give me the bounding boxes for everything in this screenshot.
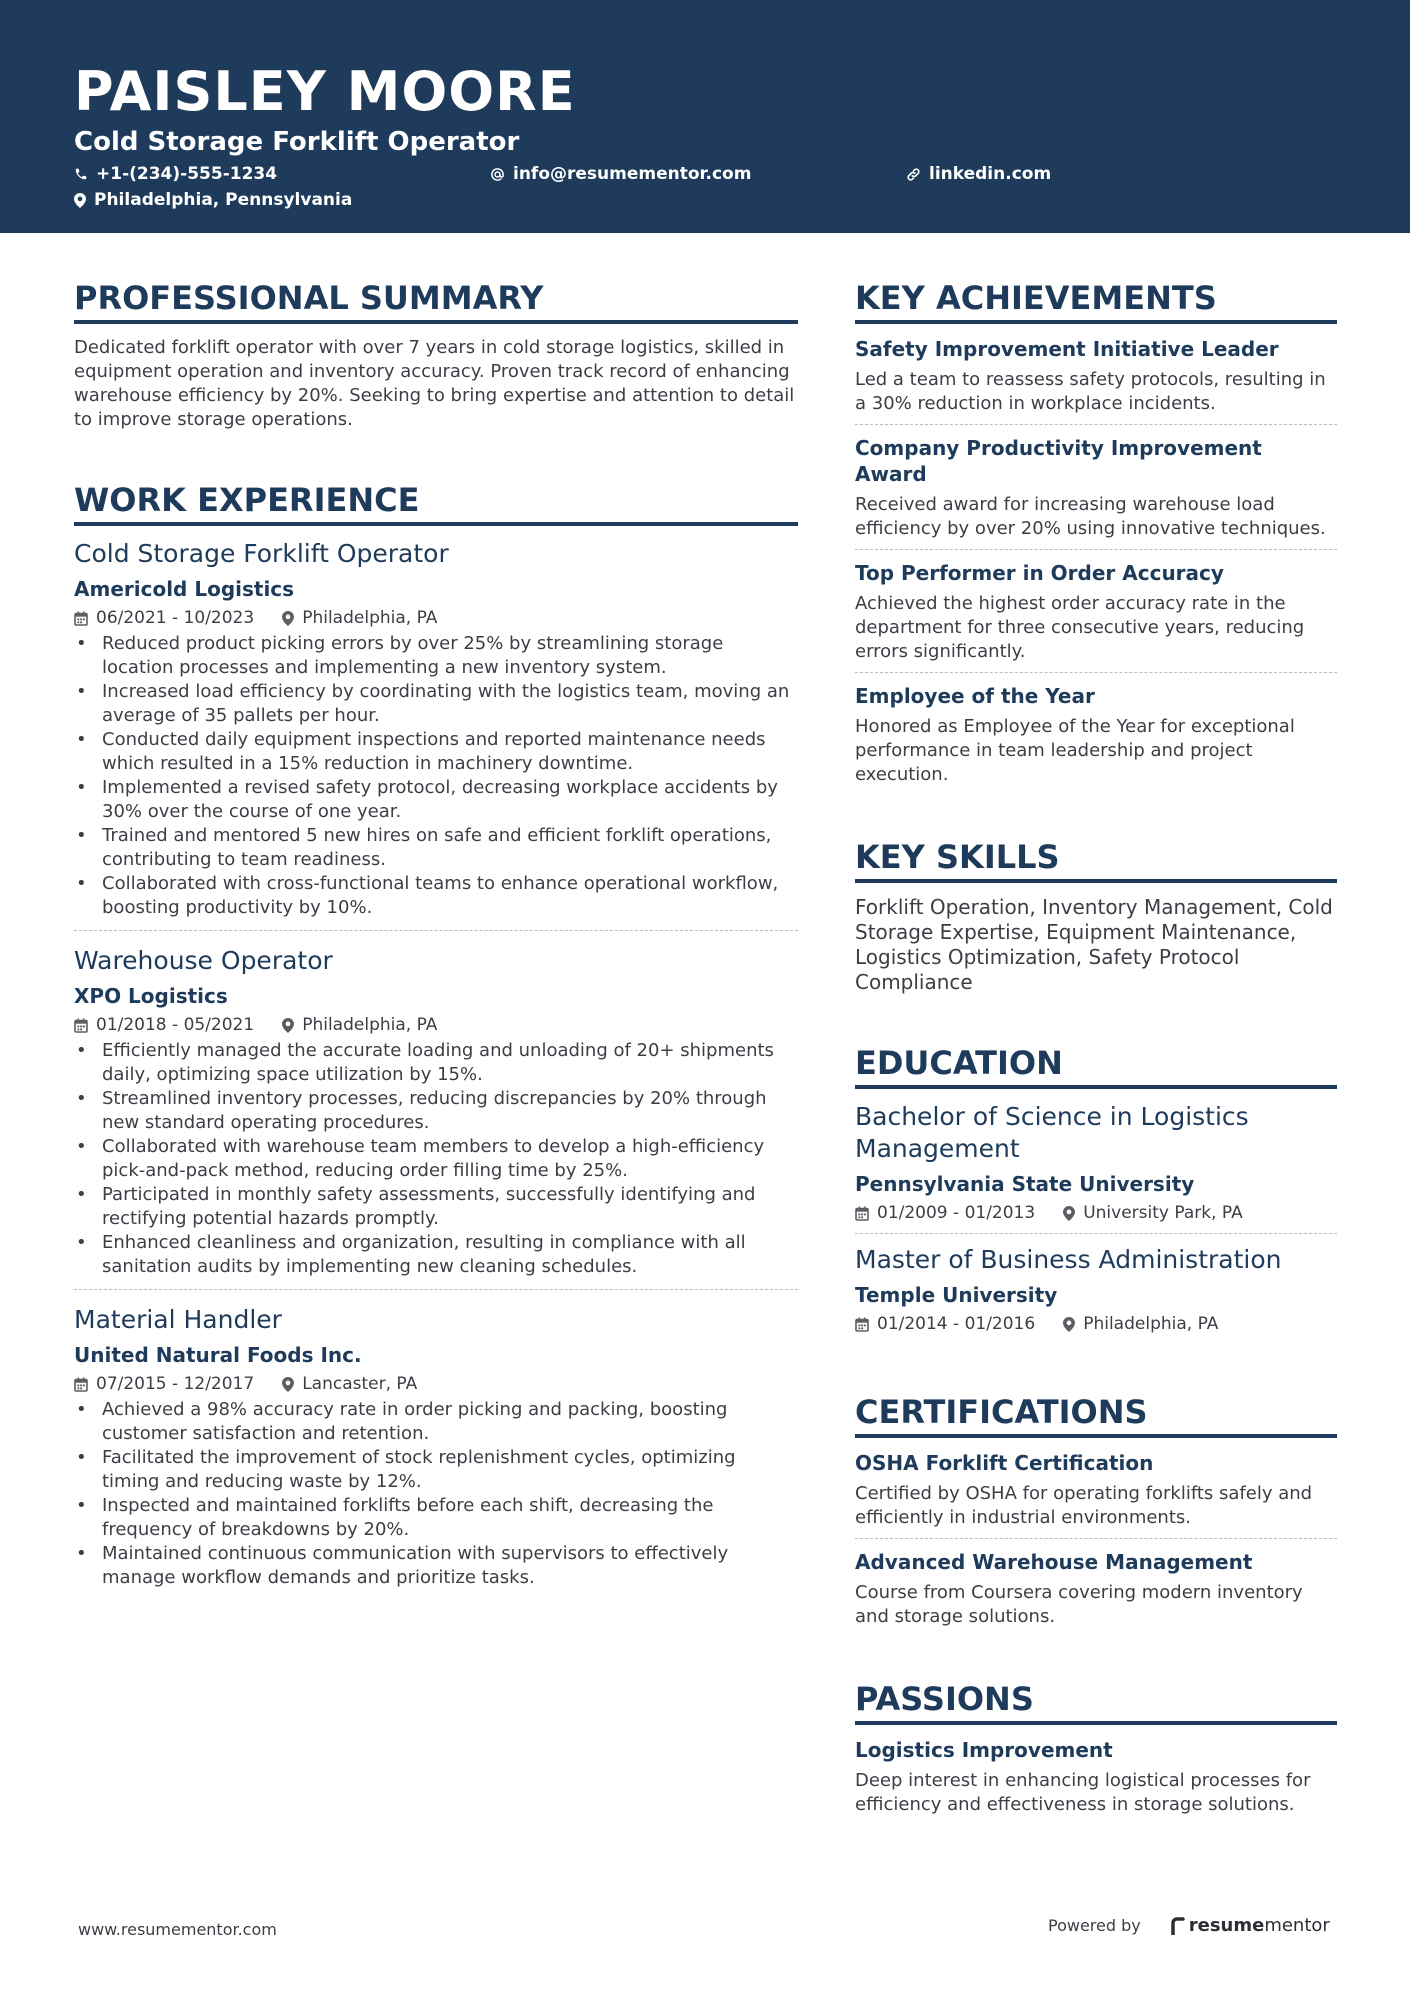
- certification-text: Course from Coursera covering modern inventory and storage solutions.: [855, 1582, 1303, 1627]
- passion-title: Logistics Improvement: [855, 1738, 1113, 1762]
- achievement-text: Led a team to reassess safety protocols, resulting in a 30% reduction in workplace incidents.: [855, 369, 1326, 414]
- company-name: Americold Logistics: [74, 577, 295, 601]
- certification-title: OSHA Forklift Certification: [855, 1451, 1154, 1475]
- job-bullet: • Enhanced cleanliness and organization, resulting in compliance with all sanitation audits by implementing new cleaning schedules.: [74, 1231, 798, 1279]
- calendar-icon: [855, 1317, 869, 1332]
- link-icon: [906, 167, 921, 182]
- location-text: Lancaster, PA: [302, 1374, 418, 1394]
- email-text[interactable]: info@resumementor.com: [513, 164, 752, 184]
- contact-linkedin[interactable]: [906, 163, 1051, 185]
- skills-heading: KEY SKILLS: [855, 837, 1337, 883]
- linkedin-text[interactable]: linkedin.com: [929, 164, 1052, 184]
- date-range: [855, 1201, 1035, 1225]
- company-name: United Natural Foods Inc.: [74, 1343, 362, 1367]
- degree-title: Bachelor of Science in Logistics Management: [855, 1102, 1249, 1163]
- location-text: Philadelphia, PA: [1083, 1314, 1219, 1334]
- achievement-item: [855, 683, 1337, 795]
- date-text: 07/2015 - 12/2017: [96, 1374, 255, 1394]
- achievement-item: [855, 560, 1337, 673]
- skills-text: Forklift Operation, Inventory Management, Cold Storage Expertise, Equipment Maintenance, Logistics Optimization, Safety Protocol Compliance: [855, 895, 1333, 994]
- achievement-title: Top Performer in Order Accuracy: [855, 561, 1224, 585]
- contact-location: [74, 189, 352, 211]
- header: [0, 0, 1410, 233]
- job-bullet: • Streamlined inventory processes, reducing discrepancies by 20% through new standard operating procedures.: [74, 1087, 798, 1135]
- achievement-title: Company Productivity Improvement Award: [855, 436, 1262, 486]
- location-text: Philadelphia, PA: [302, 1015, 438, 1035]
- date-range: [855, 1312, 1035, 1336]
- job-bullet: • Conducted daily equipment inspections and reported maintenance needs which resulted in a 15% reduction in machinery downtime.: [74, 728, 798, 776]
- job-bullets: [74, 1039, 798, 1279]
- brand-bold: resume: [1188, 1915, 1265, 1936]
- right-column: [855, 278, 1337, 1835]
- location: [1063, 1312, 1218, 1336]
- meta-row: [74, 1013, 798, 1037]
- powered-by-text: Powered by: [1048, 1916, 1141, 1935]
- location-text: Philadelphia, PA: [302, 608, 438, 628]
- candidate-role: Cold Storage Forklift Operator: [74, 127, 520, 157]
- location-text: Philadelphia, Pennsylvania: [94, 190, 353, 210]
- location: [1063, 1201, 1243, 1225]
- achievement-text: Honored as Employee of the Year for exceptional performance in team leadership and project execution.: [855, 716, 1295, 785]
- job-entry: [74, 1304, 798, 1600]
- job-bullet: • Reduced product picking errors by over 25% by streamlining storage location processes and implementing a new inventory system.: [74, 632, 798, 680]
- location-text: University Park, PA: [1083, 1203, 1243, 1223]
- phone-text: +1-(234)-555-1234: [96, 164, 278, 184]
- meta-row: [855, 1312, 1337, 1336]
- location-pin-icon: [74, 193, 86, 208]
- job-bullet: • Collaborated with cross-functional teams to enhance operational workflow, boosting productivity by 10%.: [74, 872, 798, 920]
- contact-phone: [74, 163, 277, 185]
- school-name: Pennsylvania State University: [855, 1172, 1195, 1196]
- job-bullet: • Facilitated the improvement of stock replenishment cycles, optimizing timing and reducing waste by 12%.: [74, 1446, 798, 1494]
- degree-title: Master of Business Administration: [855, 1245, 1282, 1274]
- calendar-icon: [74, 1018, 88, 1033]
- date-text: 01/2018 - 05/2021: [96, 1015, 255, 1035]
- certification-item: [855, 1450, 1337, 1539]
- candidate-name: PAISLEY MOORE: [74, 60, 576, 123]
- passion-item: [855, 1737, 1337, 1825]
- job-list: [74, 538, 798, 1600]
- location-pin-icon: [282, 1377, 294, 1392]
- location-pin-icon: [282, 611, 294, 626]
- achievement-title: Employee of the Year: [855, 684, 1095, 708]
- achievement-item: [855, 435, 1337, 550]
- phone-icon: [74, 167, 88, 181]
- brand-mark-icon: [1171, 1917, 1185, 1935]
- job-bullet: • Participated in monthly safety assessments, successfully identifying and rectifying potential hazards promptly.: [74, 1183, 798, 1231]
- date-text: 06/2021 - 10/2023: [96, 608, 255, 628]
- certification-list: [855, 1450, 1337, 1637]
- passion-text: Deep interest in enhancing logistical processes for efficiency and effectiveness in storage solutions.: [855, 1770, 1311, 1815]
- job-bullet: • Inspected and maintained forklifts before each shift, decreasing the frequency of breakdowns by 20%.: [74, 1494, 798, 1542]
- job-title: Material Handler: [74, 1305, 282, 1334]
- job-title: Warehouse Operator: [74, 946, 333, 975]
- job-bullet: • Collaborated with warehouse team members to develop a high-efficiency pick-and-pack method, reducing order filling time by 25%.: [74, 1135, 798, 1183]
- location-pin-icon: [1063, 1317, 1075, 1332]
- school-name: Temple University: [855, 1283, 1058, 1307]
- footer-brand: [1048, 1915, 1330, 1936]
- location: [282, 1372, 417, 1396]
- at-icon: [490, 167, 505, 182]
- location: [282, 606, 437, 630]
- date-range: [74, 1013, 254, 1037]
- footer-website[interactable]: www.resumementor.com: [78, 1920, 277, 1939]
- passions-heading: PASSIONS: [855, 1679, 1337, 1725]
- calendar-icon: [74, 1377, 88, 1392]
- passion-list: [855, 1737, 1337, 1825]
- job-bullet: • Achieved a 98% accuracy rate in order picking and packing, boosting customer satisfaction and retention.: [74, 1398, 798, 1446]
- summary-text: Dedicated forklift operator with over 7 years in cold storage logistics, skilled in equipment operation and inventory accuracy. Proven track record of enhancing warehouse efficiency by 20%. Seeking to bring expertise and attention to detail to improve storage operations.: [74, 337, 795, 430]
- job-entry: [74, 945, 798, 1290]
- achievement-text: Received award for increasing warehouse load efficiency by over 20% using innovative techniques.: [855, 494, 1326, 539]
- achievement-title: Safety Improvement Initiative Leader: [855, 337, 1279, 361]
- company-name: XPO Logistics: [74, 984, 228, 1008]
- left-column: [74, 278, 798, 1614]
- job-bullet: • Increased load efficiency by coordinating with the logistics team, moving an average of 35 pallets per hour.: [74, 680, 798, 728]
- brand-logo[interactable]: [1171, 1915, 1330, 1936]
- education-heading: EDUCATION: [855, 1043, 1337, 1089]
- contact-email[interactable]: [490, 163, 751, 185]
- calendar-icon: [74, 611, 88, 626]
- job-entry: [74, 538, 798, 931]
- achievement-text: Achieved the highest order accuracy rate in the department for three consecutive years, reducing errors significantly.: [855, 593, 1305, 662]
- job-bullets: [74, 632, 798, 920]
- date-text: 01/2014 - 01/2016: [877, 1314, 1036, 1334]
- job-title: Cold Storage Forklift Operator: [74, 539, 449, 568]
- location-pin-icon: [1063, 1206, 1075, 1221]
- job-bullet: • Maintained continuous communication with supervisors to effectively manage workflow demands and prioritize tasks.: [74, 1542, 798, 1590]
- meta-row: [855, 1201, 1337, 1225]
- certification-title: Advanced Warehouse Management: [855, 1550, 1253, 1574]
- certifications-heading: CERTIFICATIONS: [855, 1392, 1337, 1438]
- education-entry: [855, 1244, 1337, 1344]
- job-bullet: • Implemented a revised safety protocol, decreasing workplace accidents by 30% over the course of one year.: [74, 776, 798, 824]
- job-bullets: [74, 1398, 798, 1590]
- achievements-heading: KEY ACHIEVEMENTS: [855, 278, 1337, 324]
- location: [282, 1013, 437, 1037]
- location-pin-icon: [282, 1018, 294, 1033]
- summary-heading: PROFESSIONAL SUMMARY: [74, 278, 798, 324]
- meta-row: [74, 606, 798, 630]
- certification-item: [855, 1549, 1337, 1637]
- education-list: [855, 1101, 1337, 1344]
- date-range: [74, 606, 254, 630]
- achievement-list: [855, 336, 1337, 795]
- achievement-item: [855, 336, 1337, 425]
- date-text: 01/2009 - 01/2013: [877, 1203, 1036, 1223]
- brand-rest: mentor: [1264, 1915, 1330, 1936]
- date-range: [74, 1372, 254, 1396]
- job-bullet: • Trained and mentored 5 new hires on safe and efficient forklift operations, contributing to team readiness.: [74, 824, 798, 872]
- education-entry: [855, 1101, 1337, 1234]
- certification-text: Certified by OSHA for operating forklifts safely and efficiently in industrial environments.: [855, 1483, 1313, 1528]
- meta-row: [74, 1372, 798, 1396]
- calendar-icon: [855, 1206, 869, 1221]
- experience-heading: WORK EXPERIENCE: [74, 480, 798, 526]
- job-bullet: • Efficiently managed the accurate loading and unloading of 20+ shipments daily, optimizing space utilization by 15%.: [74, 1039, 798, 1087]
